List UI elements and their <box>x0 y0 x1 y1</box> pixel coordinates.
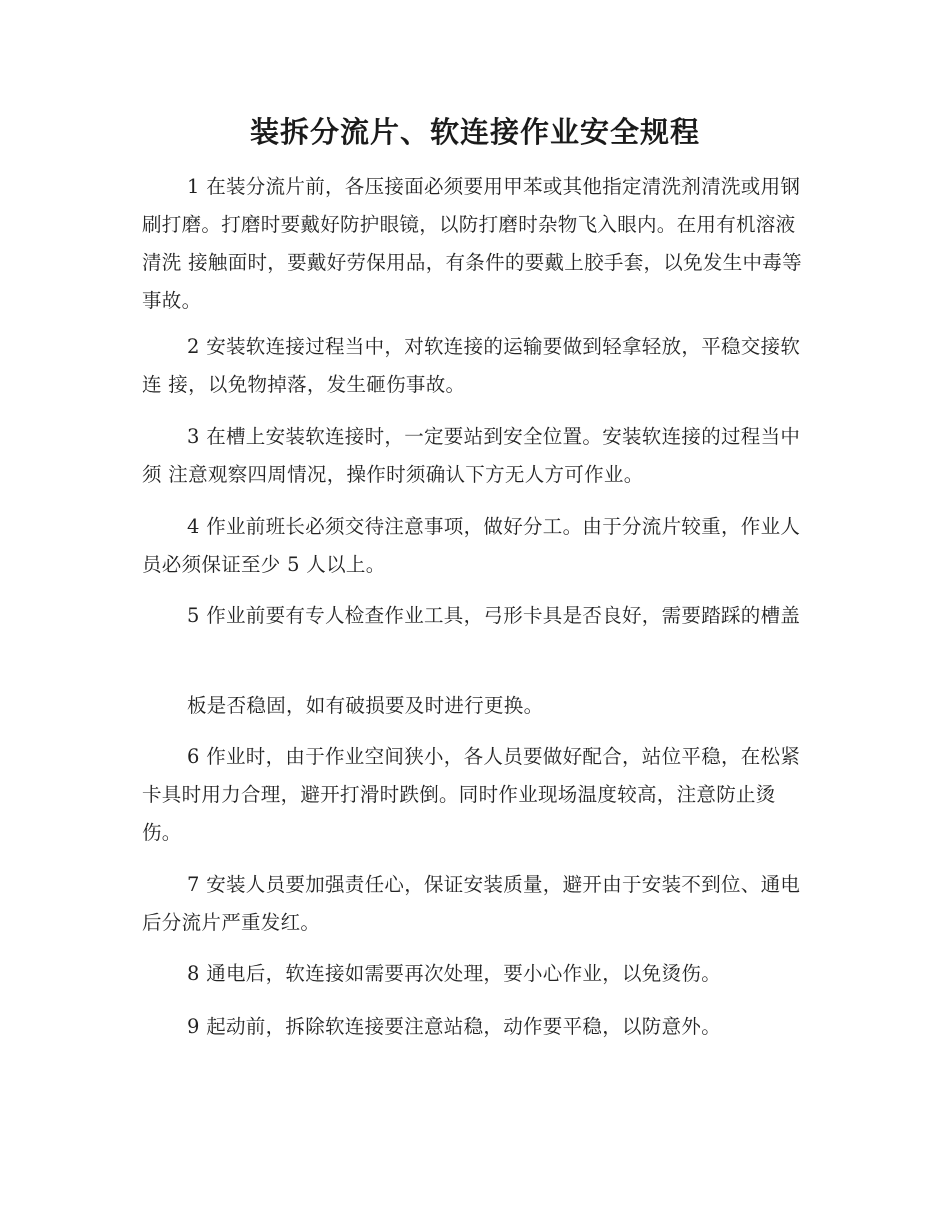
document-title: 装拆分流片、软连接作业安全规程 <box>249 115 700 149</box>
paragraph-4: 4 作业前班长必须交待注意事项，做好分工。由于分流片较重，作业人 员必须保证至少 5 人以上。 <box>142 515 807 576</box>
paragraph-7: 7 安装人员要加强责任心，保证安装质量，避开由于安装不到位、通电 后分流片严重发红。 <box>142 873 807 934</box>
paragraph-8: 8 通电后，软连接如需要再次处理，要小心作业，以免烫伤。 <box>187 962 722 985</box>
paragraph-9: 9 起动前，拆除软连接要注意站稳，动作要平稳，以防意外。 <box>187 1015 722 1038</box>
paragraph-2: 2 安装软连接过程当中，对软连接的运输要做到轻拿轻放，平稳交接软连 接，以免物掉落，发生砸伤事故。 <box>142 335 801 396</box>
paragraph-6: 6 作业时，由于作业空间狭小，各人员要做好配合，站位平稳，在松紧 卡具时用力合理，避开打滑时跌倒。同时作业现场温度较高，注意防止烫伤。 <box>142 745 807 844</box>
paragraph-3: 3 在槽上安装软连接时，一定要站到安全位置。安装软连接的过程当中须 注意观察四周情况，操作时须确认下方无人方可作业。 <box>142 425 801 486</box>
paragraph-5-continued: 板是否稳固，如有破损要及时进行更换。 <box>187 694 544 717</box>
paragraph-1: 1 在装分流片前，各压接面必须要用甲苯或其他指定清洗剂清洗或用钢 刷打磨。打磨时要戴好防护眼镜，以防打磨时杂物飞入眼内。在用有机溶液清洗 接触面时，要戴好劳保用品，有条件的要戴上胶手套，以免发生中毒等事故。 <box>142 175 807 312</box>
paragraph-5: 5 作业前要有专人检查作业工具，弓形卡具是否良好，需要踏踩的槽盖 <box>187 604 801 627</box>
